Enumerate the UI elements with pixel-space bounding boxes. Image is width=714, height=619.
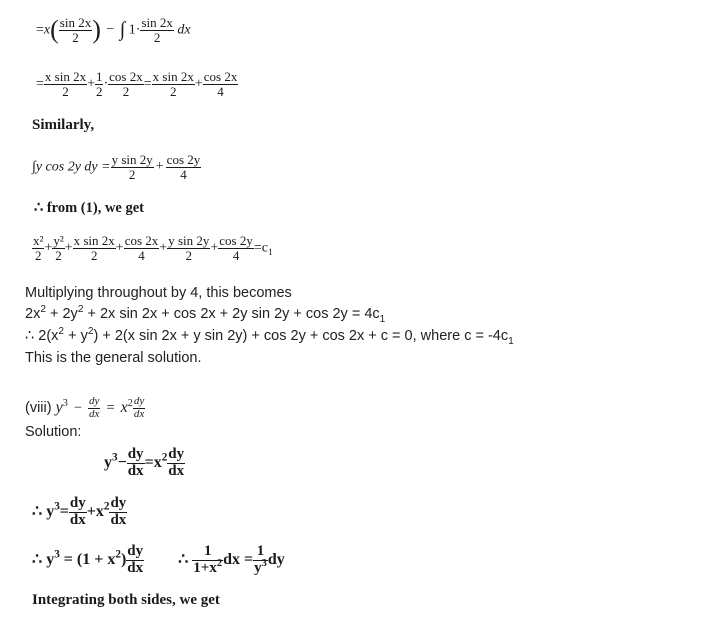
solution-label: Solution:: [25, 424, 82, 440]
given-equation: $y^3-$ $\frac{dy}{dx}$ $=x^2$ $\frac{dy}{dx}$: [104, 446, 185, 479]
similar-integral-line: ∫y cos 2y dy = $\frac{\text{y sin 2y}}{2}$ + $\frac{\cos 2y}{4}$: [32, 152, 201, 182]
fraction: $\frac{\cos 2x}{2}$: [109, 69, 143, 99]
differential: dx: [177, 22, 191, 38]
integration-step-line: [36, 16, 191, 44]
similarly-text: Similarly,: [32, 117, 95, 133]
left-paren: (: [50, 15, 59, 45]
fraction: $\frac{\sin 2x}{2}$: [141, 15, 173, 45]
right-paren: ): [92, 15, 101, 45]
from-one-text: ∴ from (1), we get: [34, 200, 145, 216]
fraction: $\frac{\text{y sin 2y}}{2}$: [111, 152, 153, 182]
variable-x: x: [43, 22, 51, 38]
general-equation: ∴ $2(x^2 + y^2) + 2(x$ sin 2x + y sin 2y) + cos 2y + cos 2x + c = 0, where $c = -4c_1$: [25, 326, 514, 347]
equals-sign: =: [36, 22, 44, 38]
fraction: $\frac{\cos 2x}{4}$: [203, 69, 238, 99]
fraction: $\frac{\sin 2x}{2}$: [59, 15, 92, 45]
fraction: $\frac{\text{x sin 2x}}{2}$: [152, 69, 194, 99]
expanded-equation: $2x^2 + 2y^2 + 2x$ sin 2x + cos 2x + 2y $\sin 2y + \cos 2y = 4c_1$: [25, 304, 386, 325]
separated-equation: ∴ $y^3 = (1 + x^2)$ $\frac{dy}{dx}$ ∴ $\frac{1}{1+x^2}$ dx = $\frac{1}{y^3}$ dy: [32, 543, 285, 576]
combined-equation-line: $\frac{\text{x²}}{2}$ + $\frac{\text{y²}}{2}$ + $\frac{\text{x sin 2x}}{2}$ + $\frac{\cos 2x}{4}$ + $\frac{\text{y sin 2y}}{2}$ + $\frac{\cos 2y}{4}$ $=c_1$: [33, 233, 273, 263]
rearranged-equation: ∴ $y^3=$ $\frac{dy}{dx}$ $+x^2$ $\frac{dy}{dx}$: [32, 495, 127, 528]
general-solution-text: This is the general solution.: [25, 350, 202, 366]
fraction: $\frac{\text{x sin 2x}}{2}$: [44, 69, 87, 99]
minus-sign: −: [106, 22, 115, 38]
part-viii-heading: (viii) $y^3$ − $\frac{dy}{dx}$ = $x^2$ $\frac{dy}{dx}$: [25, 395, 145, 420]
simplification-line: = $\frac{\text{x sin 2x}}{2}$ + $\frac{1}{2}$ · $\frac{\cos 2x}{2}$ = $\frac{\text{x sin 2x}}{2}$ + $\frac{\cos 2x}{4}$: [36, 69, 238, 99]
integrating-text: Integrating both sides, we get: [32, 592, 220, 608]
fraction: $\frac{1}{2}$: [95, 69, 103, 99]
coefficient: 1·: [128, 22, 141, 38]
integral-sign: ∫: [119, 18, 126, 41]
multiplying-text: Multiplying throughout by 4, this becomes: [25, 285, 292, 301]
fraction: $\frac{\cos 2y}{4}$: [166, 152, 201, 182]
